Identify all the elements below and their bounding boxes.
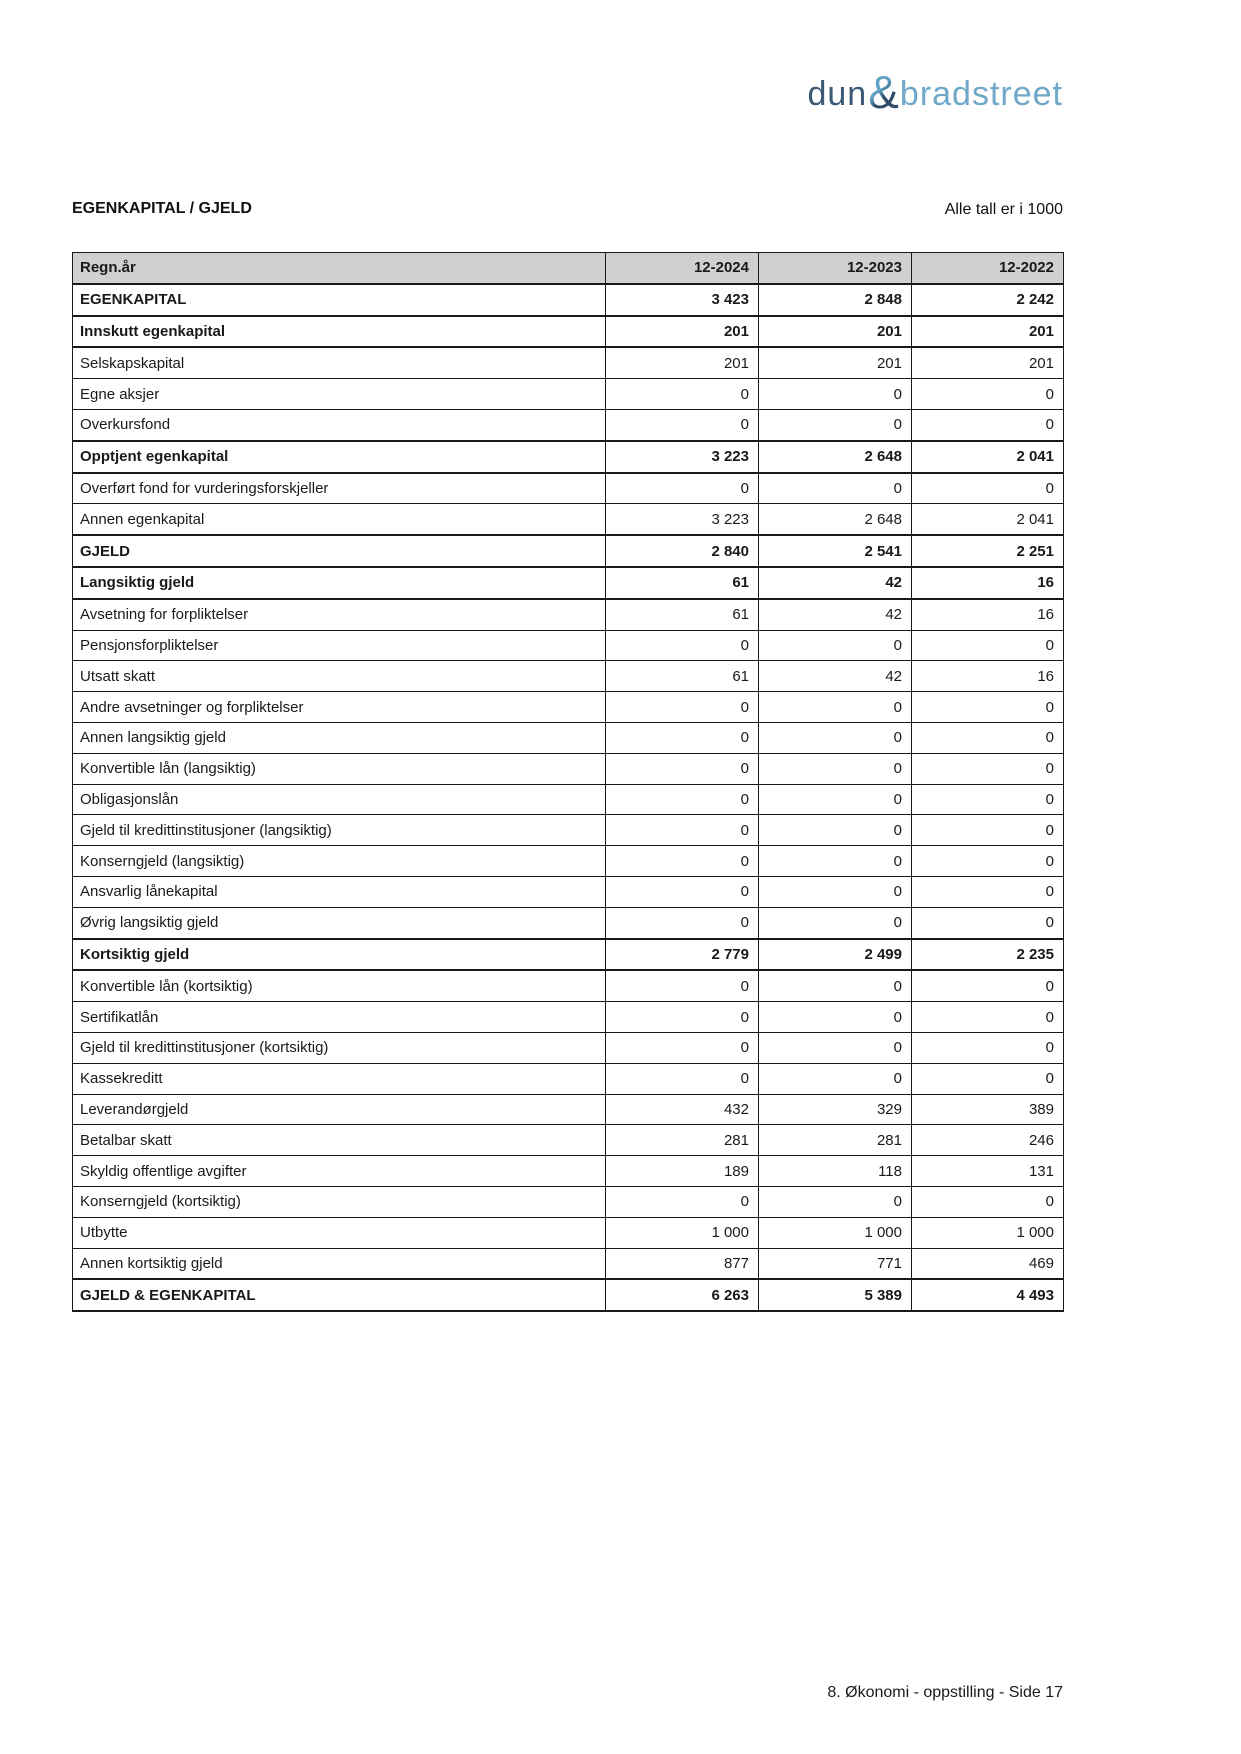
logo-text-dun: dun xyxy=(807,75,868,113)
row-value: 0 xyxy=(606,1032,759,1063)
row-value: 0 xyxy=(759,1186,912,1217)
table-row xyxy=(73,1217,1064,1248)
row-value: 0 xyxy=(759,473,912,504)
table-row xyxy=(73,784,1064,815)
row-value: 3 423 xyxy=(606,284,759,316)
row-label: Innskutt egenkapital xyxy=(73,316,606,348)
table-row xyxy=(73,876,1064,907)
header-year-2022: 12-2022 xyxy=(912,253,1064,284)
row-value: 0 xyxy=(606,473,759,504)
row-value: 2 242 xyxy=(912,284,1064,316)
row-label: Overkursfond xyxy=(73,409,606,440)
logo-ampersand-icon: & xyxy=(868,66,899,118)
row-value: 2 235 xyxy=(912,939,1064,971)
row-value: 4 493 xyxy=(912,1279,1064,1311)
row-value: 0 xyxy=(912,907,1064,938)
row-value: 0 xyxy=(606,1186,759,1217)
page-footer: 8. Økonomi - oppstilling - Side 17 xyxy=(827,1684,1063,1701)
row-value: 0 xyxy=(912,1032,1064,1063)
row-value: 42 xyxy=(759,661,912,692)
row-value: 2 041 xyxy=(912,504,1064,535)
table-row xyxy=(73,347,1064,378)
row-value: 0 xyxy=(912,630,1064,661)
row-value: 6 263 xyxy=(606,1279,759,1311)
row-value: 61 xyxy=(606,661,759,692)
table-row xyxy=(73,284,1064,316)
row-value: 0 xyxy=(606,846,759,877)
row-value: 201 xyxy=(606,316,759,348)
row-value: 0 xyxy=(759,630,912,661)
row-value: 0 xyxy=(912,473,1064,504)
row-value: 3 223 xyxy=(606,504,759,535)
table-row xyxy=(73,1125,1064,1156)
row-label: Kassekreditt xyxy=(73,1063,606,1094)
header-regnar: Regn.år xyxy=(73,253,606,284)
table-row xyxy=(73,1002,1064,1033)
row-label: Avsetning for forpliktelser xyxy=(73,599,606,630)
table-row xyxy=(73,1248,1064,1279)
row-value: 42 xyxy=(759,567,912,599)
row-value: 5 389 xyxy=(759,1279,912,1311)
row-value: 0 xyxy=(912,970,1064,1001)
table-row xyxy=(73,379,1064,410)
row-value: 877 xyxy=(606,1248,759,1279)
row-label: Skyldig offentlige avgifter xyxy=(73,1156,606,1187)
row-value: 0 xyxy=(606,379,759,410)
row-value: 0 xyxy=(912,692,1064,723)
table-row xyxy=(73,1186,1064,1217)
table-row xyxy=(73,599,1064,630)
row-label: Konserngjeld (kortsiktig) xyxy=(73,1186,606,1217)
table-row xyxy=(73,846,1064,877)
row-value: 0 xyxy=(912,409,1064,440)
row-value: 0 xyxy=(759,692,912,723)
row-value: 246 xyxy=(912,1125,1064,1156)
row-label: Annen kortsiktig gjeld xyxy=(73,1248,606,1279)
table-row xyxy=(73,815,1064,846)
row-value: 2 541 xyxy=(759,535,912,567)
row-label: Obligasjonslån xyxy=(73,784,606,815)
row-value: 42 xyxy=(759,599,912,630)
row-value: 61 xyxy=(606,567,759,599)
row-value: 16 xyxy=(912,599,1064,630)
table-row xyxy=(73,504,1064,535)
row-value: 0 xyxy=(912,1063,1064,1094)
row-label: GJELD xyxy=(73,535,606,567)
row-label: Egne aksjer xyxy=(73,379,606,410)
row-label: Gjeld til kredittinstitusjoner (kortsiktig) xyxy=(73,1032,606,1063)
table-row xyxy=(73,1156,1064,1187)
row-value: 389 xyxy=(912,1094,1064,1125)
row-label: Konvertible lån (kortsiktig) xyxy=(73,970,606,1001)
row-value: 0 xyxy=(912,876,1064,907)
row-value: 61 xyxy=(606,599,759,630)
row-label: Annen egenkapital xyxy=(73,504,606,535)
row-value: 2 779 xyxy=(606,939,759,971)
logo-text-bradstreet: bradstreet xyxy=(899,75,1063,113)
row-label: Utbytte xyxy=(73,1217,606,1248)
row-value: 0 xyxy=(912,815,1064,846)
table-row xyxy=(73,661,1064,692)
row-value: 771 xyxy=(759,1248,912,1279)
row-value: 0 xyxy=(912,1002,1064,1033)
row-value: 201 xyxy=(912,316,1064,348)
row-value: 0 xyxy=(606,876,759,907)
row-value: 0 xyxy=(759,1002,912,1033)
table-row xyxy=(73,441,1064,473)
row-value: 0 xyxy=(759,846,912,877)
row-value: 201 xyxy=(759,316,912,348)
row-value: 16 xyxy=(912,567,1064,599)
row-value: 0 xyxy=(759,1032,912,1063)
table-row xyxy=(73,692,1064,723)
row-value: 0 xyxy=(606,630,759,661)
row-value: 0 xyxy=(606,1002,759,1033)
row-value: 201 xyxy=(606,347,759,378)
row-value: 281 xyxy=(606,1125,759,1156)
row-value: 0 xyxy=(759,876,912,907)
row-value: 0 xyxy=(912,722,1064,753)
row-label: Øvrig langsiktig gjeld xyxy=(73,907,606,938)
row-value: 0 xyxy=(606,722,759,753)
table-row xyxy=(73,722,1064,753)
row-value: 0 xyxy=(759,784,912,815)
row-value: 0 xyxy=(606,907,759,938)
table-row xyxy=(73,630,1064,661)
row-label: Andre avsetninger og forpliktelser xyxy=(73,692,606,723)
row-label: Selskapskapital xyxy=(73,347,606,378)
row-value: 0 xyxy=(606,815,759,846)
row-value: 0 xyxy=(759,907,912,938)
row-label: Betalbar skatt xyxy=(73,1125,606,1156)
row-value: 1 000 xyxy=(606,1217,759,1248)
row-value: 0 xyxy=(759,1063,912,1094)
row-label: Langsiktig gjeld xyxy=(73,567,606,599)
table-row xyxy=(73,1279,1064,1311)
row-value: 201 xyxy=(759,347,912,378)
row-value: 1 000 xyxy=(912,1217,1064,1248)
row-label: Gjeld til kredittinstitusjoner (langsiktig) xyxy=(73,815,606,846)
row-label: Leverandørgjeld xyxy=(73,1094,606,1125)
table-row xyxy=(73,567,1064,599)
row-value: 329 xyxy=(759,1094,912,1125)
row-value: 0 xyxy=(912,379,1064,410)
table-caption-line xyxy=(72,200,1063,220)
row-value: 2 848 xyxy=(759,284,912,316)
row-value: 0 xyxy=(759,970,912,1001)
row-value: 2 840 xyxy=(606,535,759,567)
table-row xyxy=(73,316,1064,348)
row-label: Ansvarlig lånekapital xyxy=(73,876,606,907)
table-row xyxy=(73,907,1064,938)
balance-sheet-table xyxy=(72,252,1064,1312)
row-value: 0 xyxy=(912,846,1064,877)
row-value: 189 xyxy=(606,1156,759,1187)
section-title: EGENKAPITAL / GJELD xyxy=(72,200,252,217)
row-value: 0 xyxy=(912,784,1064,815)
row-label: Konvertible lån (langsiktig) xyxy=(73,753,606,784)
row-value: 0 xyxy=(759,815,912,846)
table-row xyxy=(73,535,1064,567)
row-value: 0 xyxy=(606,1063,759,1094)
row-value: 2 041 xyxy=(912,441,1064,473)
row-value: 201 xyxy=(912,347,1064,378)
row-value: 2 648 xyxy=(759,441,912,473)
row-value: 16 xyxy=(912,661,1064,692)
row-value: 2 499 xyxy=(759,939,912,971)
row-value: 3 223 xyxy=(606,441,759,473)
row-value: 0 xyxy=(912,1186,1064,1217)
row-label: Overført fond for vurderingsforskjeller xyxy=(73,473,606,504)
row-label: Utsatt skatt xyxy=(73,661,606,692)
table-row xyxy=(73,1094,1064,1125)
row-value: 0 xyxy=(759,409,912,440)
row-label: Pensjonsforpliktelser xyxy=(73,630,606,661)
row-label: Konserngjeld (langsiktig) xyxy=(73,846,606,877)
row-value: 118 xyxy=(759,1156,912,1187)
row-value: 0 xyxy=(759,753,912,784)
row-label: Sertifikatlån xyxy=(73,1002,606,1033)
table-row xyxy=(73,939,1064,971)
header-year-2024: 12-2024 xyxy=(606,253,759,284)
table-row xyxy=(73,753,1064,784)
row-value: 0 xyxy=(606,970,759,1001)
row-value: 0 xyxy=(606,409,759,440)
row-value: 0 xyxy=(912,753,1064,784)
row-value: 1 000 xyxy=(759,1217,912,1248)
row-value: 432 xyxy=(606,1094,759,1125)
row-label: Annen langsiktig gjeld xyxy=(73,722,606,753)
row-value: 131 xyxy=(912,1156,1064,1187)
units-note: Alle tall er i 1000 xyxy=(944,201,1063,218)
row-label: EGENKAPITAL xyxy=(73,284,606,316)
table-row xyxy=(73,1063,1064,1094)
row-value: 0 xyxy=(606,692,759,723)
table-row xyxy=(73,473,1064,504)
table-row xyxy=(73,970,1064,1001)
dun-bradstreet-logo xyxy=(807,66,1063,118)
row-value: 0 xyxy=(606,784,759,815)
row-label: GJELD & EGENKAPITAL xyxy=(73,1279,606,1311)
table-row xyxy=(73,1032,1064,1063)
row-value: 2 648 xyxy=(759,504,912,535)
row-value: 0 xyxy=(606,753,759,784)
row-label: Opptjent egenkapital xyxy=(73,441,606,473)
row-value: 469 xyxy=(912,1248,1064,1279)
header-year-2023: 12-2023 xyxy=(759,253,912,284)
row-value: 281 xyxy=(759,1125,912,1156)
row-label: Kortsiktig gjeld xyxy=(73,939,606,971)
row-value: 0 xyxy=(759,722,912,753)
table-row xyxy=(73,409,1064,440)
table-header-row xyxy=(73,253,1064,284)
row-value: 0 xyxy=(759,379,912,410)
row-value: 2 251 xyxy=(912,535,1064,567)
